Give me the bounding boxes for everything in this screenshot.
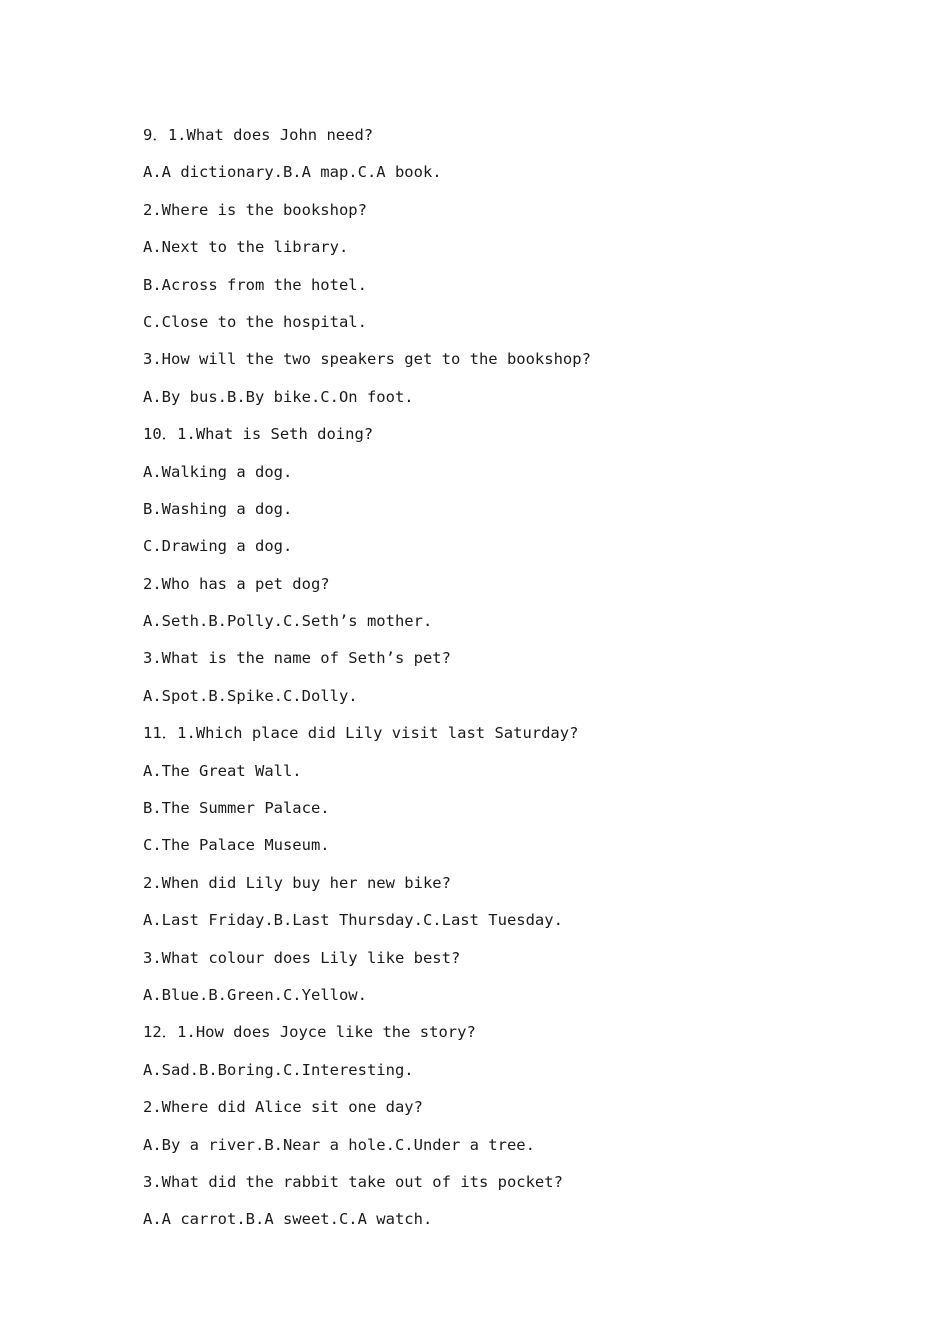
- question-12-2: 2.Where did Alice sit one day?: [143, 1098, 423, 1117]
- question-10-1-option-a: A.Walking a dog.: [143, 462, 293, 481]
- question-10-2: 2.Who has a pet dog?: [143, 574, 330, 593]
- question-10-1-option-c: C.Drawing a dog.: [143, 537, 293, 556]
- question-12-3: 3.What did the rabbit take out of its pocket?: [143, 1172, 563, 1191]
- question-9-2-option-c: C.Close to the hospital.: [143, 312, 367, 331]
- question-9-1: 9．1.What does John need?: [143, 126, 374, 144]
- question-9-2-option-b: B.Across from the hotel.: [143, 275, 367, 294]
- question-9-2: 2.Where is the bookshop?: [143, 200, 367, 219]
- question-11-3-options: A.Blue.B.Green.C.Yellow.: [143, 985, 367, 1004]
- question-10-3: 3.What is the name of Seth’s pet?: [143, 649, 451, 668]
- question-list: [143, 124, 843, 1246]
- question-12-2-options: A.By a river.B.Near a hole.C.Under a tree.: [143, 1135, 535, 1154]
- question-12-1: 12．1.How does Joyce like the story?: [143, 1023, 476, 1042]
- question-11-2: 2.When did Lily buy her new bike?: [143, 873, 451, 892]
- question-11-1: 11．1.Which place did Lily visit last Saturday?: [143, 724, 579, 743]
- question-9-2-option-a: A.Next to the library.: [143, 238, 349, 257]
- question-9-1-options: A.A dictionary.B.A map.C.A book.: [143, 163, 442, 182]
- question-11-1-option-b: B.The Summer Palace.: [143, 799, 330, 818]
- question-10-2-options: A.Seth.B.Polly.C.Seth’s mother.: [143, 612, 433, 631]
- question-11-2-options: A.Last Friday.B.Last Thursday.C.Last Tuesday.: [143, 911, 563, 930]
- question-11-1-option-c: C.The Palace Museum.: [143, 836, 330, 855]
- question-12-3-options: A.A carrot.B.A sweet.C.A watch.: [143, 1210, 433, 1229]
- question-11-1-option-a: A.The Great Wall.: [143, 761, 302, 780]
- question-9-3: 3.How will the two speakers get to the bookshop?: [143, 350, 591, 369]
- question-11-3: 3.What colour does Lily like best?: [143, 948, 461, 967]
- question-10-1-option-b: B.Washing a dog.: [143, 499, 293, 518]
- question-10-1: 10．1.What is Seth doing?: [143, 425, 374, 444]
- question-9-3-options: A.By bus.B.By bike.C.On foot.: [143, 387, 414, 406]
- question-12-1-options: A.Sad.B.Boring.C.Interesting.: [143, 1060, 414, 1079]
- question-10-3-options: A.Spot.B.Spike.C.Dolly.: [143, 686, 358, 705]
